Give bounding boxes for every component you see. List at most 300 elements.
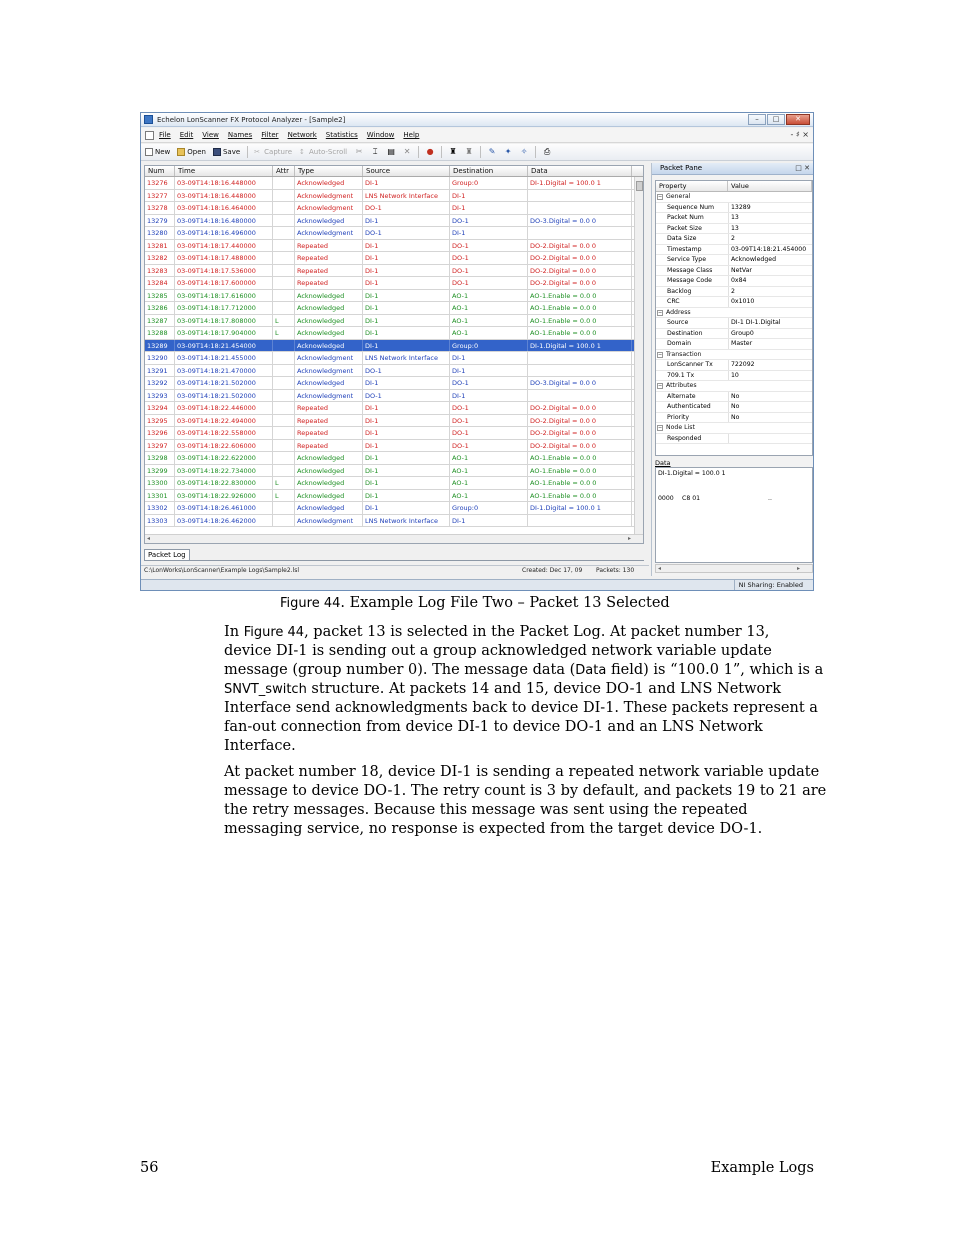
cell-source: DI-1 bbox=[363, 402, 450, 414]
cell-data bbox=[528, 202, 632, 214]
new-label: New bbox=[155, 148, 171, 156]
menu-file[interactable]: File bbox=[159, 131, 171, 139]
cell-time: 03-09T14:18:16.448000 bbox=[175, 177, 273, 189]
property-row[interactable] bbox=[656, 434, 812, 445]
cell-attr bbox=[273, 177, 295, 189]
text-line: Interface send acknowledgments back to device DI-1. These packets represent a bbox=[224, 700, 818, 716]
property-name: Packet Size bbox=[667, 224, 702, 232]
open-button[interactable] bbox=[177, 148, 206, 156]
cell-data: DO-2.Digital = 0.0 0 bbox=[528, 252, 632, 264]
new-file-icon bbox=[145, 148, 153, 156]
cut-icon[interactable]: ✂ bbox=[355, 147, 363, 156]
property-name: Alternate bbox=[667, 392, 696, 400]
cell-attr bbox=[273, 465, 295, 477]
cell-num: 13280 bbox=[145, 227, 175, 239]
cell-type: Acknowledgment bbox=[295, 190, 363, 202]
menu-help[interactable]: Help bbox=[403, 131, 420, 139]
cell-source: DI-1 bbox=[363, 377, 450, 389]
cell-source: DI-1 bbox=[363, 502, 450, 514]
cell-data bbox=[528, 390, 632, 402]
table-row[interactable] bbox=[145, 440, 643, 453]
table-row[interactable] bbox=[145, 365, 643, 378]
cell-type: Repeated bbox=[295, 265, 363, 277]
col-source[interactable]: Source bbox=[363, 166, 450, 176]
property-name: Authenticated bbox=[667, 403, 711, 410]
text-line bbox=[224, 680, 816, 699]
cell-destination: DO-1 bbox=[450, 440, 528, 452]
save-label: Save bbox=[222, 148, 241, 156]
app-icon bbox=[144, 115, 153, 124]
cell-num: 13292 bbox=[145, 377, 175, 389]
collapse-icon[interactable]: − bbox=[658, 425, 663, 431]
property-value: 13 bbox=[728, 213, 812, 223]
menu-network[interactable]: Network bbox=[287, 131, 317, 139]
cell-source: LNS Network Interface bbox=[363, 515, 450, 527]
cell-type: Acknowledged bbox=[295, 465, 363, 477]
property-row[interactable] bbox=[656, 255, 812, 266]
property-value: No bbox=[728, 392, 812, 402]
cell-type: Acknowledgment bbox=[295, 515, 363, 527]
cell-type: Acknowledged bbox=[295, 215, 363, 227]
filter-icon[interactable]: ▤ bbox=[387, 147, 395, 156]
cell-destination: DO-1 bbox=[450, 265, 528, 277]
cell-destination: AO-1 bbox=[450, 477, 528, 489]
table-row[interactable] bbox=[145, 390, 643, 403]
find-next-icon[interactable]: ♜ bbox=[465, 147, 473, 156]
cell-source: DI-1 bbox=[363, 490, 450, 502]
property-name: Message Class bbox=[667, 266, 713, 274]
cell-data: DO-3.Digital = 0.0 0 bbox=[528, 215, 632, 227]
property-row[interactable] bbox=[656, 318, 812, 329]
property-row[interactable] bbox=[656, 392, 812, 403]
pane-horizontal-scrollbar[interactable] bbox=[655, 564, 813, 573]
cell-source: DI-1 bbox=[363, 465, 450, 477]
property-row[interactable] bbox=[656, 245, 812, 256]
property-row[interactable] bbox=[656, 329, 812, 340]
cell-type: Acknowledged bbox=[295, 315, 363, 327]
section-label: Attributes bbox=[666, 382, 697, 389]
figure-caption bbox=[280, 595, 670, 611]
cell-source: DI-1 bbox=[363, 440, 450, 452]
cell-source: DO-1 bbox=[363, 227, 450, 239]
scroll-right-icon[interactable]: ▸ bbox=[796, 565, 800, 572]
col-type[interactable]: Type bbox=[295, 166, 363, 176]
property-value: 2 bbox=[728, 234, 812, 244]
mdi-controls[interactable]: - ♯ × bbox=[790, 130, 809, 139]
table-row[interactable] bbox=[145, 227, 643, 240]
cell-source: DI-1 bbox=[363, 277, 450, 289]
cell-attr bbox=[273, 265, 295, 277]
cell-source: DI-1 bbox=[363, 177, 450, 189]
delete-icon[interactable]: ✕ bbox=[403, 147, 411, 156]
cell-attr bbox=[273, 277, 295, 289]
cell-num: 13276 bbox=[145, 177, 175, 189]
cell-time: 03-09T14:18:22.606000 bbox=[175, 440, 273, 452]
menu-statistics[interactable]: Statistics bbox=[325, 131, 358, 139]
col-value[interactable]: Value bbox=[728, 181, 812, 191]
cell-attr bbox=[273, 502, 295, 514]
cell-data: AO-1.Enable = 0.0 0 bbox=[528, 290, 632, 302]
scroll-left-icon[interactable]: ◂ bbox=[658, 565, 662, 572]
cell-destination: DI-1 bbox=[450, 202, 528, 214]
property-row[interactable] bbox=[656, 234, 812, 245]
menu-bar bbox=[141, 128, 813, 143]
title-bar bbox=[141, 113, 813, 127]
cell-time: 03-09T14:18:17.488000 bbox=[175, 252, 273, 264]
table-row-selected[interactable] bbox=[145, 340, 643, 353]
cell-num: 13298 bbox=[145, 452, 175, 464]
window-controls bbox=[748, 114, 810, 125]
property-name: Sequence Num bbox=[667, 203, 715, 211]
property-value: 0x84 bbox=[728, 276, 812, 286]
property-section[interactable] bbox=[656, 423, 812, 434]
cell-time: 03-09T14:18:22.494000 bbox=[175, 415, 273, 427]
pen-icon[interactable]: ✎ bbox=[488, 147, 496, 156]
status-path: C:\LonWorks\LonScanner\Example Logs\Sample2.lsl bbox=[144, 567, 300, 574]
table-row[interactable] bbox=[145, 490, 643, 503]
table-row[interactable] bbox=[145, 215, 643, 228]
cell-destination: DO-1 bbox=[450, 215, 528, 227]
cell-attr bbox=[273, 390, 295, 402]
table-row[interactable] bbox=[145, 502, 643, 515]
cell-attr: L bbox=[273, 490, 295, 502]
cell-type: Acknowledged bbox=[295, 302, 363, 314]
property-value: Group0 bbox=[728, 329, 812, 339]
cell-num: 13288 bbox=[145, 327, 175, 339]
table-row[interactable] bbox=[145, 202, 643, 215]
cell-type: Repeated bbox=[295, 252, 363, 264]
property-row[interactable] bbox=[656, 266, 812, 277]
cell-time: 03-09T14:18:22.622000 bbox=[175, 452, 273, 464]
status-created: Created: Dec 17, 09 bbox=[522, 567, 583, 574]
property-name: Priority bbox=[667, 413, 690, 421]
cell-destination: AO-1 bbox=[450, 452, 528, 464]
text-line bbox=[224, 623, 816, 642]
cell-num: 13295 bbox=[145, 415, 175, 427]
property-row[interactable] bbox=[656, 287, 812, 298]
scroll-thumb[interactable] bbox=[636, 181, 643, 191]
footer-section: Example Logs bbox=[710, 1160, 814, 1176]
capture-button[interactable] bbox=[254, 148, 292, 156]
close-button[interactable]: ✕ bbox=[786, 114, 810, 125]
cell-source: DI-1 bbox=[363, 477, 450, 489]
cell-attr bbox=[273, 202, 295, 214]
cell-data: DI-1.Digital = 100.0 1 bbox=[528, 340, 632, 352]
find-icon[interactable]: ♜ bbox=[449, 147, 457, 156]
folder-icon bbox=[177, 148, 185, 156]
table-row[interactable] bbox=[145, 452, 643, 465]
table-row[interactable] bbox=[145, 177, 643, 190]
toolbar-separator bbox=[480, 146, 481, 158]
property-section[interactable] bbox=[656, 350, 812, 361]
cell-num: 13296 bbox=[145, 427, 175, 439]
cell-num: 13286 bbox=[145, 302, 175, 314]
minimize-button[interactable]: – bbox=[748, 114, 766, 125]
vertical-scrollbar[interactable] bbox=[634, 177, 643, 534]
property-row[interactable] bbox=[656, 360, 812, 371]
cell-time: 03-09T14:18:16.464000 bbox=[175, 202, 273, 214]
text-line: At packet number 18, device DI-1 is sending a repeated network variable update bbox=[224, 764, 820, 780]
col-num[interactable]: Num bbox=[145, 166, 175, 176]
table-row[interactable] bbox=[145, 290, 643, 303]
cell-type: Acknowledged bbox=[295, 477, 363, 489]
autoscroll-button[interactable] bbox=[299, 148, 347, 156]
table-row[interactable] bbox=[145, 477, 643, 490]
cell-time: 03-09T14:18:17.712000 bbox=[175, 302, 273, 314]
cell-type: Acknowledged bbox=[295, 327, 363, 339]
cell-data: DI-1.Digital = 100.0 1 bbox=[528, 502, 632, 514]
property-name: Destination bbox=[667, 329, 703, 337]
cell-destination: DI-1 bbox=[450, 190, 528, 202]
packet-pane bbox=[651, 163, 813, 576]
cell-data bbox=[528, 515, 632, 527]
property-value: Acknowledged bbox=[728, 255, 812, 265]
property-row[interactable] bbox=[656, 339, 812, 350]
cell-time: 03-09T14:18:22.446000 bbox=[175, 402, 273, 414]
menu-window[interactable]: Window bbox=[366, 131, 395, 139]
cell-data: AO-1.Enable = 0.0 0 bbox=[528, 477, 632, 489]
cell-attr bbox=[273, 240, 295, 252]
cell-time: 03-09T14:18:17.536000 bbox=[175, 265, 273, 277]
cell-source: DI-1 bbox=[363, 252, 450, 264]
property-name: Timestamp bbox=[667, 245, 702, 253]
window-title: Echelon LonScanner FX Protocol Analyzer - [Sample2] bbox=[157, 115, 346, 124]
property-row[interactable] bbox=[656, 224, 812, 235]
open-label: Open bbox=[187, 148, 206, 156]
cell-destination: DO-1 bbox=[450, 415, 528, 427]
cell-destination: AO-1 bbox=[450, 327, 528, 339]
cell-type: Repeated bbox=[295, 427, 363, 439]
save-button[interactable] bbox=[213, 148, 240, 156]
scroll-left-icon[interactable]: ◂ bbox=[147, 535, 151, 542]
cell-data: DO-2.Digital = 0.0 0 bbox=[528, 265, 632, 277]
property-header bbox=[656, 181, 812, 192]
property-name: 709.1 Tx bbox=[667, 371, 695, 379]
cell-attr bbox=[273, 252, 295, 264]
cell-type: Repeated bbox=[295, 440, 363, 452]
section-name bbox=[656, 308, 812, 318]
cell-source: DI-1 bbox=[363, 215, 450, 227]
cell-attr bbox=[273, 190, 295, 202]
cell-num: 13299 bbox=[145, 465, 175, 477]
print-icon[interactable]: ⎙ bbox=[543, 147, 551, 156]
capture-label: Capture bbox=[264, 148, 293, 156]
menu-filter[interactable]: Filter bbox=[261, 131, 279, 139]
tab-packet-log[interactable]: Packet Log bbox=[144, 549, 190, 561]
text-run: message (group number 0). The message data ( bbox=[224, 662, 576, 678]
property-row[interactable] bbox=[656, 402, 812, 413]
table-row[interactable] bbox=[145, 415, 643, 428]
cell-time: 03-09T14:18:22.734000 bbox=[175, 465, 273, 477]
cell-data: DO-2.Digital = 0.0 0 bbox=[528, 402, 632, 414]
cell-num: 13303 bbox=[145, 515, 175, 527]
cell-destination: DI-1 bbox=[450, 352, 528, 364]
property-value: 13 bbox=[728, 224, 812, 234]
property-name: Backlog bbox=[667, 287, 692, 295]
cell-destination: Group:0 bbox=[450, 340, 528, 352]
text-run: field) is “100.0 1”, which is a bbox=[606, 662, 824, 678]
property-row[interactable] bbox=[656, 213, 812, 224]
cell-destination: AO-1 bbox=[450, 490, 528, 502]
cell-time: 03-09T14:18:21.502000 bbox=[175, 377, 273, 389]
table-row[interactable] bbox=[145, 252, 643, 265]
property-value: 722092 bbox=[728, 360, 812, 370]
property-name: LonScanner Tx bbox=[667, 361, 713, 368]
pane-buttons[interactable]: □ ✕ bbox=[795, 164, 810, 172]
cell-num: 13294 bbox=[145, 402, 175, 414]
cell-time: 03-09T14:18:26.461000 bbox=[175, 502, 273, 514]
section-label: Node List bbox=[666, 424, 695, 431]
col-attr[interactable]: Attr bbox=[273, 166, 295, 176]
table-row[interactable] bbox=[145, 327, 643, 340]
cell-data: DO-2.Digital = 0.0 0 bbox=[528, 277, 632, 289]
cell-time: 03-09T14:18:22.926000 bbox=[175, 490, 273, 502]
col-time[interactable]: Time bbox=[175, 166, 273, 176]
property-row[interactable] bbox=[656, 413, 812, 424]
status-packets: Packets: 130 bbox=[596, 567, 635, 574]
col-data[interactable]: Data bbox=[528, 166, 632, 176]
collapse-icon[interactable]: − bbox=[658, 194, 663, 200]
table-row[interactable] bbox=[145, 315, 643, 328]
property-section[interactable] bbox=[656, 381, 812, 392]
cell-type: Acknowledgment bbox=[295, 365, 363, 377]
table-row[interactable] bbox=[145, 277, 643, 290]
table-row[interactable] bbox=[145, 352, 643, 365]
cell-source: DI-1 bbox=[363, 327, 450, 339]
horizontal-scrollbar[interactable] bbox=[145, 534, 643, 543]
cell-source: DI-1 bbox=[363, 265, 450, 277]
text-line bbox=[224, 661, 824, 680]
packet-log-grid[interactable] bbox=[144, 165, 644, 544]
document-icon[interactable] bbox=[145, 131, 154, 140]
cell-destination: DO-1 bbox=[450, 427, 528, 439]
cell-time: 03-09T14:18:16.448000 bbox=[175, 190, 273, 202]
property-value: 0x1010 bbox=[728, 297, 812, 307]
cell-destination: DO-1 bbox=[450, 402, 528, 414]
cell-time: 03-09T14:18:17.440000 bbox=[175, 240, 273, 252]
tool-icon[interactable]: ✦ bbox=[504, 147, 512, 156]
table-row[interactable] bbox=[145, 427, 643, 440]
cell-num: 13283 bbox=[145, 265, 175, 277]
cell-destination: Group:0 bbox=[450, 502, 528, 514]
cell-destination: AO-1 bbox=[450, 465, 528, 477]
maximize-button[interactable]: □ bbox=[767, 114, 785, 125]
stop-icon[interactable]: ● bbox=[426, 147, 434, 156]
insert-icon[interactable]: ⌶ bbox=[372, 147, 378, 156]
text-line: fan-out connection from device DI-1 to device DO-1 and an LNS Network bbox=[224, 719, 763, 735]
cell-data: AO-1.Enable = 0.0 0 bbox=[528, 302, 632, 314]
property-name: Packet Num bbox=[667, 214, 704, 221]
cell-type: Acknowledgment bbox=[295, 390, 363, 402]
toolbar-separator bbox=[418, 146, 419, 158]
table-row[interactable] bbox=[145, 402, 643, 415]
figure-ref: Figure 44 bbox=[280, 596, 341, 611]
table-row[interactable] bbox=[145, 515, 643, 528]
cell-type: Acknowledged bbox=[295, 502, 363, 514]
menu-edit[interactable]: Edit bbox=[179, 131, 194, 139]
cell-data bbox=[528, 365, 632, 377]
scroll-right-icon[interactable]: ▸ bbox=[627, 535, 631, 542]
table-row[interactable] bbox=[145, 465, 643, 478]
menu-view[interactable]: View bbox=[202, 131, 219, 139]
menu-names[interactable]: Names bbox=[227, 131, 253, 139]
new-button[interactable] bbox=[145, 148, 170, 156]
table-row[interactable] bbox=[145, 240, 643, 253]
collapse-icon[interactable]: − bbox=[658, 309, 663, 316]
property-value: 03-09T14:18:21.454000 bbox=[728, 245, 812, 255]
property-section[interactable] bbox=[656, 192, 812, 203]
col-destination[interactable]: Destination bbox=[450, 166, 528, 176]
property-row[interactable] bbox=[656, 371, 812, 382]
cell-source: DO-1 bbox=[363, 202, 450, 214]
section-name bbox=[656, 350, 812, 360]
cell-destination: DI-1 bbox=[450, 227, 528, 239]
collapse-icon[interactable]: − bbox=[658, 351, 663, 358]
table-row[interactable] bbox=[145, 377, 643, 390]
cell-type: Acknowledged bbox=[295, 340, 363, 352]
property-grid[interactable] bbox=[655, 180, 813, 456]
cell-num: 13278 bbox=[145, 202, 175, 214]
packet-pane-header bbox=[652, 163, 813, 175]
cell-data: DO-2.Digital = 0.0 0 bbox=[528, 415, 632, 427]
data-view[interactable] bbox=[655, 467, 813, 563]
col-property[interactable]: Property bbox=[656, 181, 728, 191]
property-row[interactable] bbox=[656, 297, 812, 308]
section-name bbox=[656, 192, 812, 202]
cell-type: Acknowledged bbox=[295, 177, 363, 189]
cell-num: 13293 bbox=[145, 390, 175, 402]
property-row[interactable] bbox=[656, 276, 812, 287]
cell-type: Acknowledged bbox=[295, 290, 363, 302]
cell-num: 13289 bbox=[145, 340, 175, 352]
cell-attr bbox=[273, 302, 295, 314]
cell-source: DI-1 bbox=[363, 452, 450, 464]
cell-source: DI-1 bbox=[363, 315, 450, 327]
table-row[interactable] bbox=[145, 302, 643, 315]
figure-link[interactable]: Figure 44 bbox=[243, 625, 305, 640]
cell-type: Repeated bbox=[295, 415, 363, 427]
cell-data: DO-2.Digital = 0.0 0 bbox=[528, 427, 632, 439]
snvt-ref: SNVT_switch bbox=[224, 682, 307, 697]
hex-offset: 0000 bbox=[658, 495, 674, 502]
cell-data: DO-2.Digital = 0.0 0 bbox=[528, 440, 632, 452]
cell-time: 03-09T14:18:21.502000 bbox=[175, 390, 273, 402]
property-row[interactable] bbox=[656, 203, 812, 214]
cell-attr: L bbox=[273, 477, 295, 489]
property-name: Message Code bbox=[667, 277, 712, 284]
text-run: In bbox=[224, 624, 244, 640]
property-value bbox=[728, 434, 812, 444]
table-row[interactable] bbox=[145, 190, 643, 203]
collapse-icon[interactable]: − bbox=[658, 383, 663, 389]
ni-sharing-status: NI Sharing: Enabled bbox=[734, 580, 803, 591]
paragraph-1 bbox=[224, 623, 824, 756]
property-section[interactable] bbox=[656, 308, 812, 319]
cell-destination: Group:0 bbox=[450, 177, 528, 189]
property-rows bbox=[656, 192, 812, 444]
table-row[interactable] bbox=[145, 265, 643, 278]
cell-num: 13284 bbox=[145, 277, 175, 289]
cell-num: 13287 bbox=[145, 315, 175, 327]
cell-data: AO-1.Enable = 0.0 0 bbox=[528, 452, 632, 464]
cell-destination: DO-1 bbox=[450, 277, 528, 289]
property-value: 10 bbox=[728, 371, 812, 381]
cell-data bbox=[528, 227, 632, 239]
cell-destination: DO-1 bbox=[450, 240, 528, 252]
property-value: DI-1 DI-1.Digital bbox=[728, 318, 812, 328]
wand-icon[interactable]: ✧ bbox=[520, 147, 528, 156]
cell-source: DI-1 bbox=[363, 290, 450, 302]
